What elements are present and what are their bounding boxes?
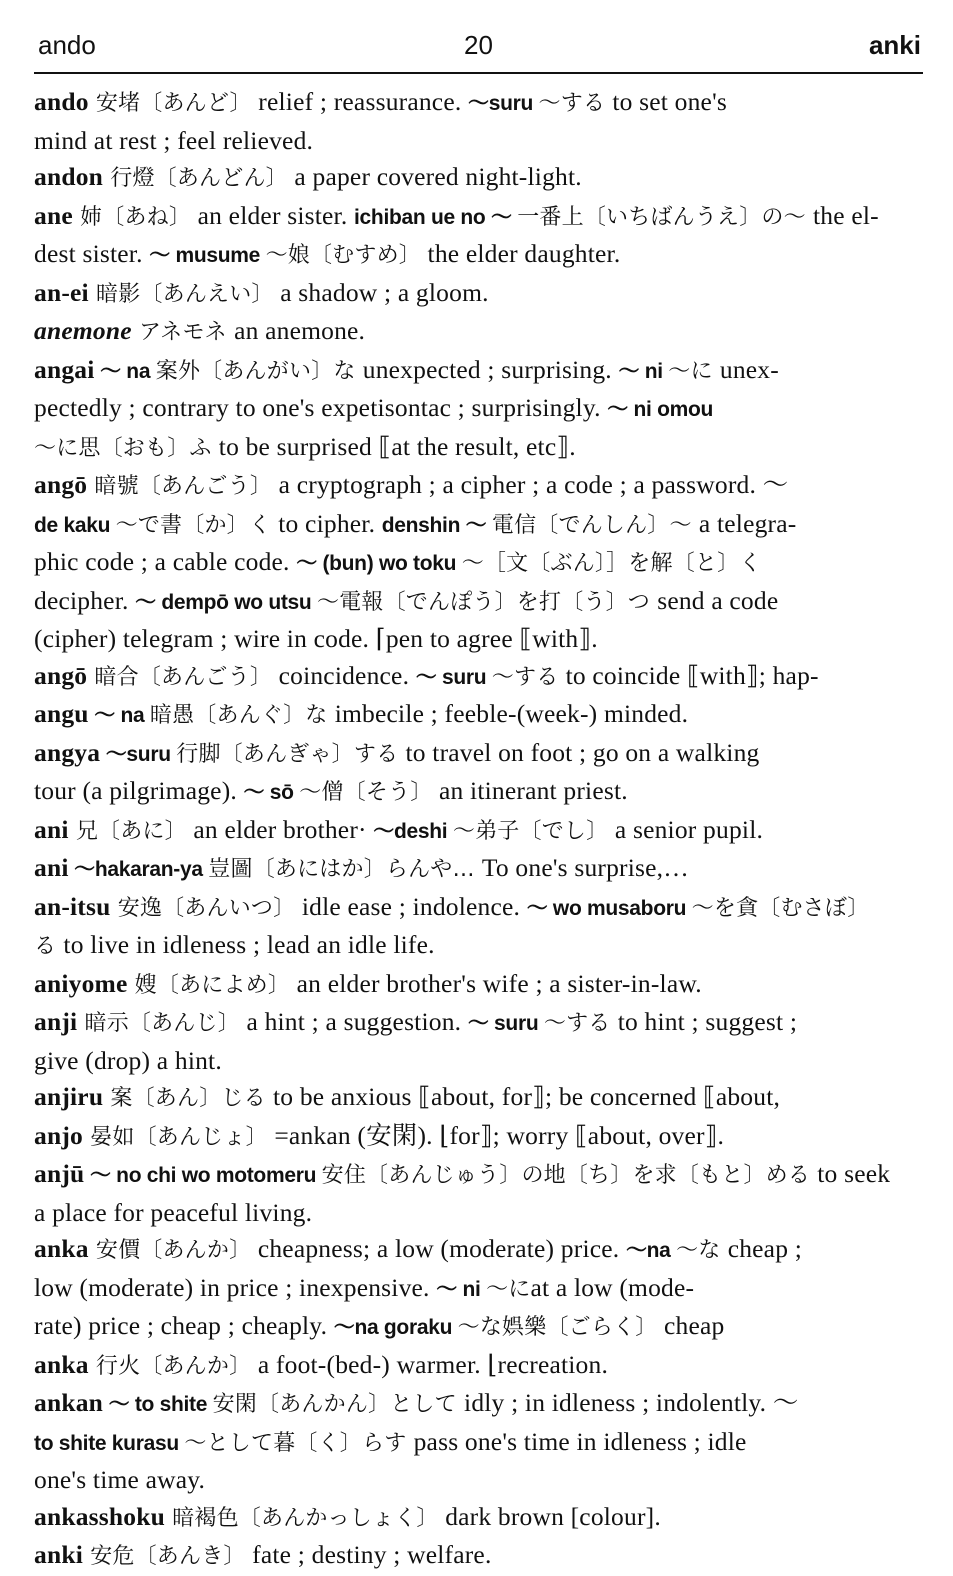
japanese-text: 暗示〔あんじ〕: [77, 1011, 240, 1036]
japanese-text: ～僧〔そう〕: [299, 780, 433, 805]
japanese-text: 行脚〔あんぎゃ〕する: [176, 741, 406, 767]
header-first-word: ando: [38, 30, 96, 60]
entry-line: [34, 159, 925, 198]
definition-text: one's time away.: [34, 1465, 206, 1494]
example-romaji: ～na: [625, 1239, 677, 1262]
entry-line: [34, 696, 925, 735]
definition-text: decipher.: [34, 585, 136, 615]
headword: anjiru: [34, 1082, 104, 1111]
japanese-text: 豈圖〔あにはか〕らんや…: [208, 857, 482, 882]
headword: angō: [34, 660, 88, 690]
japanese-text: ～な娯樂〔ごらく〕: [457, 1315, 658, 1340]
japanese-text: ～として暮〔く〕らす: [184, 1430, 414, 1456]
definition-text: tour (a pilgrimage).: [34, 776, 244, 805]
headword: an-ei: [34, 277, 89, 307]
entry-line: [34, 658, 925, 697]
example-romaji: ichiban ue no ～: [354, 205, 518, 229]
headword: angō: [34, 470, 88, 499]
entry-line: [34, 1156, 925, 1195]
definition-text: rate) price ; cheap ; cheaply.: [34, 1311, 334, 1340]
entry-line: [34, 773, 925, 812]
example-romaji: ～ musume: [149, 244, 266, 267]
headword: angu: [34, 699, 89, 728]
example-romaji: ～suru: [100, 742, 177, 766]
definition-text: To one's surprise,…: [481, 853, 689, 882]
definition-text: a cryptograph ; a cipher ; a code ; a password. ～: [272, 470, 789, 499]
definition-text: (cipher) telegram ; wire in code. ⌈pen to agree ⟦with⟧.: [34, 624, 598, 653]
definition-text: relief ; reassurance.: [251, 87, 468, 116]
example-romaji: de kaku: [34, 513, 116, 537]
headword: anemone: [34, 316, 132, 345]
headword: ankasshoku: [34, 1501, 166, 1531]
definition-text: dark brown [colour].: [438, 1501, 661, 1531]
headword: aniyome: [34, 968, 128, 998]
entry-angya: [34, 735, 925, 812]
headword: anka: [34, 1234, 89, 1263]
entry-aniyome: [34, 966, 925, 1005]
entry-ankan: [34, 1385, 925, 1499]
entry-ani2: [34, 850, 925, 889]
entry-ango1: [34, 467, 925, 658]
definition-text: imbecile ; feeble-(week-) minded.: [334, 699, 689, 728]
japanese-text: ～弟子〔でし〕: [452, 818, 609, 844]
definition-text: an elder brother's wife ; a sister-in-law.: [290, 968, 702, 998]
japanese-text: ～を貪〔むさぼ〕: [691, 895, 870, 921]
definition-text: at a low (mode-: [530, 1272, 695, 1302]
definition-text: to seek: [817, 1159, 891, 1188]
definition-text: pass one's time in idleness ; idle: [413, 1426, 747, 1456]
definition-text: a telegra-: [698, 508, 797, 538]
definition-text: unex-: [719, 354, 779, 384]
entry-line: [34, 1004, 925, 1043]
japanese-text: 電信〔でんしん〕～: [491, 512, 699, 538]
headword: anka: [34, 1349, 89, 1379]
entry-line: [34, 467, 925, 506]
entry-line: [34, 236, 925, 275]
japanese-text: 安閑〔あんかん〕として: [212, 1392, 465, 1417]
entry-line: [34, 966, 925, 1005]
japanese-text: ～娘〔むすめ〕: [265, 243, 421, 268]
japanese-text: 安價〔あんか〕: [88, 1238, 252, 1263]
entry-anki: [34, 1537, 925, 1576]
header-last-word: anki: [868, 30, 921, 60]
japanese-text: 安住〔あんじゅう〕の地〔ち〕を求〔もと〕める: [321, 1163, 818, 1188]
definition-text: to hint ; suggest ;: [617, 1007, 798, 1036]
headword: anjū: [34, 1159, 85, 1188]
entry-anju: [34, 1156, 925, 1231]
definition-text: send a code: [657, 585, 779, 615]
entry-line: [34, 352, 925, 391]
example-romaji: ～ suru: [415, 665, 492, 689]
example-romaji: ～ na: [94, 359, 156, 383]
definition-text: cheap ;: [727, 1234, 803, 1263]
definition-text: a hint ; a suggestion.: [239, 1007, 468, 1036]
definition-text: the elder daughter.: [420, 239, 621, 268]
japanese-text: ～に: [668, 358, 720, 384]
example-romaji: ～deshi: [373, 819, 453, 843]
japanese-text: 姉〔あね〕: [72, 204, 192, 230]
entry-line: [34, 1079, 925, 1118]
japanese-text: ～する: [543, 1011, 618, 1036]
entry-line: [34, 123, 925, 160]
entry-line: [34, 1231, 925, 1270]
definition-text: the el-: [813, 200, 879, 230]
japanese-text: ～な: [676, 1238, 728, 1263]
entry-an-ei: [34, 275, 925, 314]
entry-line: [34, 583, 925, 622]
japanese-text: ～に思〔おも〕ふ: [34, 435, 219, 461]
headword: ani: [34, 814, 69, 844]
entry-line: [34, 198, 925, 237]
headword: ankan: [34, 1388, 104, 1417]
example-romaji: ～ to shite: [103, 1393, 213, 1416]
definition-text: cheapness; a low (moderate) price.: [251, 1234, 626, 1263]
definition-text: to travel on foot ; go on a walking: [405, 737, 760, 767]
japanese-text: 暗號〔あんごう〕: [87, 474, 273, 499]
headword: anjo: [34, 1120, 83, 1150]
japanese-text: 暗影〔あんえい〕: [88, 281, 274, 307]
definition-text: a shadow ; a gloom.: [273, 277, 489, 307]
definition-text: to set one's: [612, 87, 727, 116]
japanese-text: ～する: [491, 664, 566, 690]
example-romaji: ～na goraku: [333, 1316, 458, 1339]
definition-text: pectedly ; contrary to one's expetisontac ; surprisingly.: [34, 393, 608, 422]
entry-line: [34, 275, 925, 314]
definition-text: to coincide ⟦with⟧; hap-: [565, 660, 819, 690]
entry-line: [34, 1424, 925, 1463]
example-romaji: ～ ni omou: [607, 398, 714, 421]
entry-angai: [34, 352, 925, 468]
japanese-text: ～に: [486, 1276, 531, 1302]
definition-text: =ankan (安閑). ⌊for⟧; worry ⟦about, over⟧.: [267, 1120, 725, 1150]
example-romaji: ～suru: [468, 92, 539, 115]
japanese-text: ～する: [538, 91, 613, 116]
headword: ane: [34, 200, 73, 230]
japanese-text: ～で書〔か〕く: [115, 512, 279, 538]
japanese-text: 晏如〔あんじょ〕: [82, 1124, 268, 1150]
entry-line: [34, 621, 925, 658]
definition-text: a foot-(bed-) warmer. ⌊recreation.: [251, 1349, 609, 1379]
japanese-text: 一番上〔いちばんうえ〕の～: [517, 204, 814, 230]
entry-anji: [34, 1004, 925, 1079]
example-romaji: ～ (bun) wo toku: [296, 552, 462, 575]
example-romaji: denshin ～: [381, 513, 492, 537]
japanese-text: 暗褐色〔あんかっしょく〕: [165, 1505, 439, 1531]
example-romaji: to shite kurasu: [34, 1431, 185, 1455]
entries-list: [34, 84, 925, 1576]
japanese-text: 安堵〔あんど〕: [88, 91, 252, 116]
definition-text: to cipher.: [278, 508, 382, 538]
definition-text: phic code ; a cable code.: [34, 547, 297, 576]
definition-text: idle ease ; indolence.: [295, 891, 527, 921]
entry-line: [34, 1270, 925, 1309]
japanese-text: 案〔あん〕じる: [103, 1086, 274, 1111]
entry-ando: [34, 84, 925, 159]
definition-text: cheap: [657, 1311, 725, 1340]
entry-ane: [34, 198, 925, 275]
definition-text: low (moderate) in price ; inexpensive.: [34, 1272, 437, 1302]
definition-text: a paper covered night-light.: [287, 162, 582, 191]
definition-text: give (drop) a hint.: [34, 1045, 222, 1075]
definition-text: to be anxious ⟦about, for⟧; be concerned ⟦about,: [273, 1082, 781, 1111]
japanese-text: ～電報〔でんぽう〕を打〔う〕つ: [317, 589, 658, 615]
entry-anjiru: [34, 1079, 925, 1118]
entry-line: [34, 1462, 925, 1499]
definition-text: an itinerant priest.: [432, 776, 628, 805]
japanese-text: 安逸〔あんいつ〕: [110, 895, 296, 921]
entry-anemone: [34, 313, 925, 352]
japanese-text: 嫂〔あによめ〕: [127, 972, 291, 998]
definition-text: mind at rest ; feel relieved.: [34, 125, 314, 155]
definition-text: a place for peaceful living.: [34, 1197, 313, 1227]
japanese-text: る: [34, 934, 64, 959]
entry-ango2: [34, 658, 925, 697]
definition-text: idly ; in idleness ; indolently. ～: [464, 1388, 799, 1417]
japanese-text: 安危〔あんき〕: [83, 1544, 246, 1569]
entry-line: [34, 390, 925, 429]
entry-angu: [34, 696, 925, 735]
entry-anka2: [34, 1347, 925, 1386]
japanese-text: 暗合〔あんごう〕: [87, 664, 273, 690]
entry-anjo: [34, 1118, 925, 1157]
definition-text: to be surprised ⟦at the result, etc⟧.: [218, 431, 576, 461]
entry-ankasshoku: [34, 1499, 925, 1538]
example-romaji: ～hakaran-ya: [68, 858, 209, 881]
entry-line: [34, 1385, 925, 1424]
entry-line: [34, 889, 925, 928]
japanese-text: 暗愚〔あんぐ〕な: [149, 703, 335, 728]
definition-text: a senior pupil.: [608, 814, 764, 844]
page-number: 20: [464, 30, 493, 60]
definition-text: coincidence.: [272, 660, 416, 690]
entry-an-itsu: [34, 889, 925, 966]
entry-line: [34, 506, 925, 545]
definition-text: fate ; destiny ; welfare.: [245, 1540, 492, 1569]
entry-line: [34, 735, 925, 774]
headword: andon: [34, 162, 104, 191]
entry-line: [34, 1043, 925, 1080]
page-header: [34, 28, 923, 74]
entry-line: [34, 544, 925, 583]
headword: ani: [34, 853, 69, 882]
definition-text: an elder sister.: [191, 200, 354, 230]
japanese-text: 案外〔あんがい〕な: [155, 358, 363, 384]
entry-andon: [34, 159, 925, 198]
japanese-text: 兄〔あに〕: [68, 818, 187, 844]
example-romaji: ～ ni: [436, 1277, 487, 1301]
headword: anji: [34, 1007, 78, 1036]
headword: anki: [34, 1540, 83, 1569]
example-romaji: ～ suru: [467, 1012, 544, 1035]
example-romaji: ～ dempō wo utsu: [135, 590, 317, 614]
entry-line: [34, 927, 925, 966]
definition-text: an anemone.: [234, 316, 366, 345]
entry-line: [34, 84, 925, 123]
example-romaji: ～ wo musaboru: [526, 896, 692, 920]
japanese-text: アネモネ: [131, 320, 235, 345]
example-romaji: ～ na: [88, 704, 150, 727]
headword: an-itsu: [34, 891, 111, 921]
entry-line: [34, 1347, 925, 1386]
definition-text: unexpected ; surprising.: [362, 354, 619, 384]
definition-text: dest sister.: [34, 239, 150, 268]
entry-ani1: [34, 812, 925, 851]
japanese-text: ～［文〔ぶん〕］を解〔と〕く: [461, 551, 762, 576]
headword: angai: [34, 354, 95, 384]
entry-anka1: [34, 1231, 925, 1347]
entry-line: [34, 429, 925, 468]
example-romaji: ～ sō: [243, 781, 300, 804]
entry-line: [34, 1195, 925, 1232]
entry-line: [34, 812, 925, 851]
entry-line: [34, 1308, 925, 1347]
japanese-text: 行火〔あんか〕: [88, 1353, 252, 1379]
definition-text: an elder brother·: [186, 814, 374, 844]
japanese-text: 行燈〔あんどん〕: [103, 166, 288, 191]
example-romaji: ～ no chi wo motomeru: [84, 1164, 322, 1187]
entry-line: [34, 1118, 925, 1157]
definition-text: to live in idleness ; lead an idle life.: [63, 930, 435, 959]
example-romaji: ～ ni: [618, 359, 669, 383]
headword: angya: [34, 737, 101, 767]
entry-line: [34, 1499, 925, 1538]
entry-line: [34, 1537, 925, 1576]
headword: ando: [34, 87, 89, 116]
entry-line: [34, 313, 925, 352]
entry-line: [34, 850, 925, 889]
